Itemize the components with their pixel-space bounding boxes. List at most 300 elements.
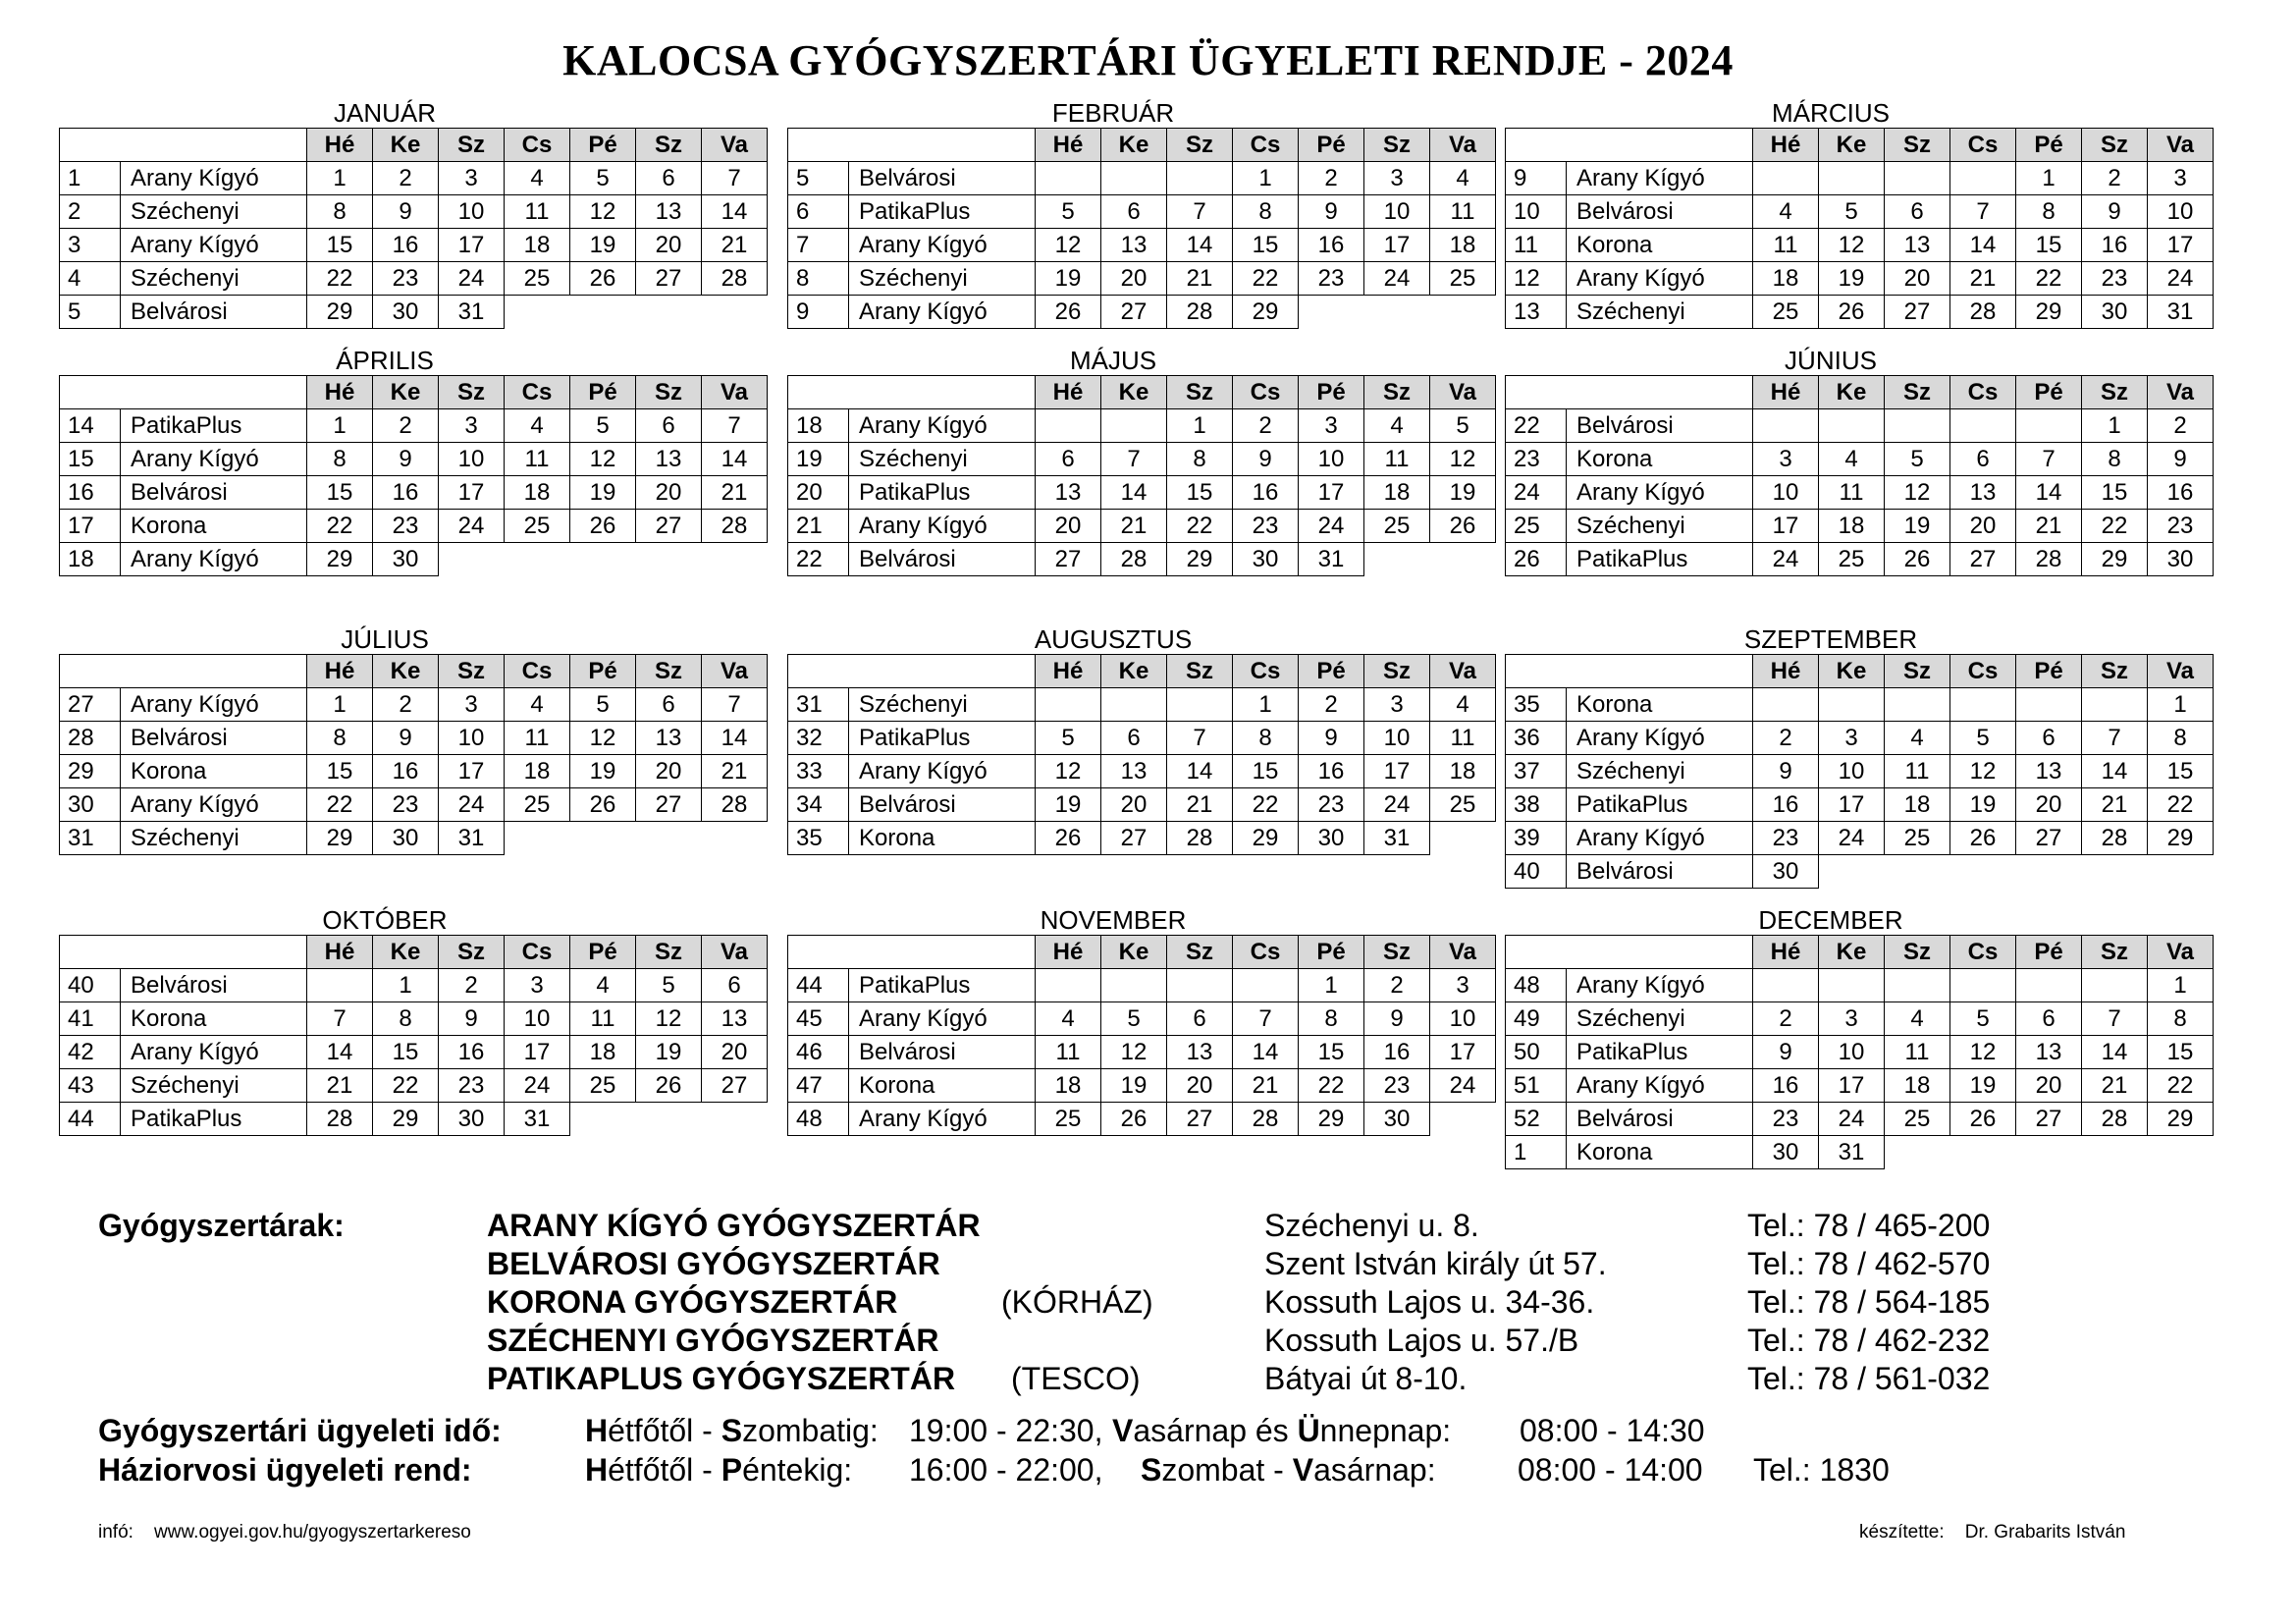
day-cell: 21 bbox=[2082, 788, 2148, 822]
day-cell: 9 bbox=[2082, 195, 2148, 229]
week-row bbox=[60, 1103, 768, 1136]
on-duty-pharmacy: Belvárosi bbox=[849, 543, 1036, 576]
day-cell: 15 bbox=[1233, 755, 1299, 788]
day-cell: 28 bbox=[702, 788, 768, 822]
day-cell: 24 bbox=[1753, 543, 1819, 576]
on-duty-pharmacy: Arany Kígyó bbox=[1567, 722, 1753, 755]
month-name: MÁJUS bbox=[1069, 346, 1157, 375]
day-cell: 24 bbox=[1430, 1069, 1496, 1103]
author-label: készítette: bbox=[1859, 1522, 1945, 1543]
day-cell bbox=[1101, 688, 1167, 722]
day-cell: 16 bbox=[2148, 476, 2214, 510]
day-cell bbox=[1101, 409, 1167, 443]
on-duty-pharmacy: PatikaPlus bbox=[1567, 1036, 1753, 1069]
day-cell: 28 bbox=[1950, 296, 2016, 329]
day-cell: 20 bbox=[1885, 262, 1950, 296]
day-cell: 15 bbox=[2148, 1036, 2214, 1069]
on-duty-pharmacy: PatikaPlus bbox=[1567, 543, 1753, 576]
day-cell: 22 bbox=[1233, 788, 1299, 822]
doctor-duty-label: Háziorvosi ügyeleti rend: bbox=[98, 1452, 472, 1488]
day-cell: 4 bbox=[1430, 162, 1496, 195]
day-cell: 31 bbox=[439, 822, 505, 855]
empty-cell bbox=[2148, 1136, 2214, 1169]
week-number: 40 bbox=[60, 969, 121, 1002]
week-number: 14 bbox=[60, 409, 121, 443]
week-number: 30 bbox=[60, 788, 121, 822]
day-cell: 11 bbox=[505, 195, 570, 229]
week-row bbox=[1506, 296, 2214, 329]
day-cell: 27 bbox=[2016, 1103, 2082, 1136]
week-row bbox=[788, 969, 1496, 1002]
day-cell: 2 bbox=[2148, 409, 2214, 443]
month-block bbox=[1505, 624, 2216, 889]
day-cell: 7 bbox=[2082, 1002, 2148, 1036]
day-cell bbox=[2016, 969, 2082, 1002]
on-duty-pharmacy: Belvárosi bbox=[1567, 409, 1753, 443]
day-cell: 30 bbox=[2148, 543, 2214, 576]
day-cell: 26 bbox=[636, 1069, 702, 1103]
info-footer bbox=[98, 1522, 471, 1543]
week-row bbox=[60, 788, 768, 822]
pharmacies-label: Gyógyszertárak: bbox=[98, 1208, 345, 1243]
pharmacy-duty-weekday-range: Hétfőtől - Szombatig: bbox=[585, 1413, 879, 1448]
day-cell: 26 bbox=[1885, 543, 1950, 576]
day-cell: 8 bbox=[1233, 195, 1299, 229]
day-cell: 21 bbox=[1167, 262, 1233, 296]
day-cell: 29 bbox=[1299, 1103, 1364, 1136]
day-cell: 17 bbox=[439, 229, 505, 262]
day-cell: 2 bbox=[1364, 969, 1430, 1002]
day-cell: 5 bbox=[1036, 195, 1101, 229]
on-duty-pharmacy: PatikaPlus bbox=[849, 722, 1036, 755]
day-cell: 18 bbox=[1885, 788, 1950, 822]
day-cell: 1 bbox=[1167, 409, 1233, 443]
weekday-header: Va bbox=[2148, 376, 2214, 409]
day-cell: 10 bbox=[1364, 722, 1430, 755]
day-cell: 16 bbox=[2082, 229, 2148, 262]
day-cell bbox=[1885, 688, 1950, 722]
day-cell: 26 bbox=[1950, 1103, 2016, 1136]
info-url[interactable]: www.ogyei.gov.hu/gyogyszertarkereso bbox=[154, 1522, 471, 1543]
month-table bbox=[787, 935, 1496, 1136]
week-number: 23 bbox=[1506, 443, 1567, 476]
day-cell: 5 bbox=[570, 688, 636, 722]
week-number: 5 bbox=[60, 296, 121, 329]
empty-cell bbox=[1430, 1103, 1496, 1136]
week-number: 22 bbox=[1506, 409, 1567, 443]
day-cell: 27 bbox=[1036, 543, 1101, 576]
empty-cell bbox=[1885, 1136, 1950, 1169]
week-number: 12 bbox=[1506, 262, 1567, 296]
day-cell: 2 bbox=[1299, 162, 1364, 195]
weekday-header: Sz bbox=[1885, 376, 1950, 409]
day-cell: 13 bbox=[1101, 755, 1167, 788]
week-row bbox=[60, 229, 768, 262]
day-cell: 19 bbox=[1036, 788, 1101, 822]
month-name: JANUÁR bbox=[333, 98, 436, 128]
week-number: 26 bbox=[1506, 543, 1567, 576]
day-cell bbox=[1950, 688, 2016, 722]
day-cell: 16 bbox=[1299, 229, 1364, 262]
day-cell: 22 bbox=[2082, 510, 2148, 543]
day-cell: 10 bbox=[505, 1002, 570, 1036]
week-number: 9 bbox=[1506, 162, 1567, 195]
empty-cell bbox=[2016, 1136, 2082, 1169]
empty-cell bbox=[1950, 1136, 2016, 1169]
week-row bbox=[788, 755, 1496, 788]
weekday-header: Hé bbox=[1753, 129, 1819, 162]
info-label: infó: bbox=[98, 1522, 133, 1543]
weekday-header: Va bbox=[702, 655, 768, 688]
day-cell: 6 bbox=[1036, 443, 1101, 476]
day-cell: 29 bbox=[307, 296, 373, 329]
day-cell: 5 bbox=[1101, 1002, 1167, 1036]
weekday-header-row bbox=[1506, 936, 2214, 969]
weekday-header: Sz bbox=[1167, 936, 1233, 969]
weekday-header: Pé bbox=[1299, 376, 1364, 409]
weekday-header: Cs bbox=[1233, 376, 1299, 409]
month-block bbox=[59, 346, 770, 576]
month-name: JÚLIUS bbox=[341, 624, 429, 654]
pharmacy-duty-label: Gyógyszertári ügyeleti idő: bbox=[98, 1413, 502, 1448]
day-cell: 9 bbox=[1364, 1002, 1430, 1036]
on-duty-pharmacy: Belvárosi bbox=[121, 476, 307, 510]
day-cell: 21 bbox=[702, 755, 768, 788]
day-cell: 15 bbox=[307, 229, 373, 262]
weekday-header: Ke bbox=[1819, 129, 1885, 162]
day-cell: 5 bbox=[570, 162, 636, 195]
day-cell: 17 bbox=[1819, 788, 1885, 822]
header-blank bbox=[1506, 376, 1567, 409]
weekday-header: Pé bbox=[570, 129, 636, 162]
day-cell: 18 bbox=[505, 229, 570, 262]
day-cell: 8 bbox=[373, 1002, 439, 1036]
weekday-header: Sz bbox=[1364, 936, 1430, 969]
day-cell: 11 bbox=[1036, 1036, 1101, 1069]
day-cell bbox=[1101, 162, 1167, 195]
empty-cell bbox=[636, 543, 702, 576]
month-block bbox=[787, 624, 1498, 855]
week-number: 49 bbox=[1506, 1002, 1567, 1036]
empty-cell bbox=[636, 822, 702, 855]
header-blank bbox=[1506, 936, 1567, 969]
day-cell bbox=[1819, 688, 1885, 722]
day-cell: 18 bbox=[505, 476, 570, 510]
day-cell: 10 bbox=[439, 195, 505, 229]
day-cell: 23 bbox=[373, 510, 439, 543]
month-name: FEBRUÁR bbox=[1051, 98, 1175, 128]
week-row bbox=[788, 195, 1496, 229]
empty-cell bbox=[1364, 543, 1430, 576]
on-duty-pharmacy: Arany Kígyó bbox=[849, 510, 1036, 543]
day-cell: 9 bbox=[1753, 1036, 1819, 1069]
on-duty-pharmacy: Belvárosi bbox=[849, 1036, 1036, 1069]
on-duty-pharmacy: Széchenyi bbox=[849, 688, 1036, 722]
month-block bbox=[1505, 98, 2216, 329]
day-cell: 25 bbox=[1036, 1103, 1101, 1136]
pharmacy-name: BELVÁROSI GYÓGYSZERTÁR bbox=[487, 1246, 940, 1281]
on-duty-pharmacy: PatikaPlus bbox=[121, 409, 307, 443]
day-cell: 23 bbox=[1299, 262, 1364, 296]
day-cell: 14 bbox=[702, 195, 768, 229]
weekday-header-row bbox=[788, 376, 1496, 409]
weekday-header: Ke bbox=[373, 655, 439, 688]
week-row bbox=[788, 722, 1496, 755]
weekday-header-row bbox=[60, 129, 768, 162]
day-cell: 25 bbox=[1885, 822, 1950, 855]
day-cell: 3 bbox=[1819, 1002, 1885, 1036]
day-cell: 22 bbox=[1167, 510, 1233, 543]
day-cell bbox=[1819, 409, 1885, 443]
week-number: 5 bbox=[788, 162, 849, 195]
day-cell: 20 bbox=[1101, 262, 1167, 296]
on-duty-pharmacy: Korona bbox=[1567, 1136, 1753, 1169]
day-cell: 25 bbox=[1753, 296, 1819, 329]
weekday-header: Sz bbox=[636, 129, 702, 162]
day-cell bbox=[2016, 409, 2082, 443]
day-cell: 26 bbox=[1101, 1103, 1167, 1136]
day-cell: 19 bbox=[570, 229, 636, 262]
day-cell bbox=[1753, 969, 1819, 1002]
day-cell: 8 bbox=[1167, 443, 1233, 476]
month-table bbox=[1505, 654, 2214, 889]
weekday-header: Hé bbox=[1753, 655, 1819, 688]
week-number: 1 bbox=[1506, 1136, 1567, 1169]
day-cell: 12 bbox=[1885, 476, 1950, 510]
week-number: 33 bbox=[788, 755, 849, 788]
week-number: 25 bbox=[1506, 510, 1567, 543]
day-cell: 4 bbox=[505, 409, 570, 443]
day-cell: 12 bbox=[570, 443, 636, 476]
week-row bbox=[1506, 476, 2214, 510]
week-row bbox=[1506, 788, 2214, 822]
day-cell: 11 bbox=[1885, 1036, 1950, 1069]
week-number: 17 bbox=[60, 510, 121, 543]
week-number: 18 bbox=[788, 409, 849, 443]
day-cell: 8 bbox=[307, 195, 373, 229]
day-cell: 26 bbox=[1430, 510, 1496, 543]
day-cell: 26 bbox=[570, 262, 636, 296]
weekday-header: Sz bbox=[636, 936, 702, 969]
on-duty-pharmacy: Korona bbox=[1567, 229, 1753, 262]
day-cell: 13 bbox=[702, 1002, 768, 1036]
on-duty-pharmacy: PatikaPlus bbox=[121, 1103, 307, 1136]
day-cell: 16 bbox=[1299, 755, 1364, 788]
week-row bbox=[788, 510, 1496, 543]
day-cell: 25 bbox=[505, 788, 570, 822]
day-cell bbox=[1753, 409, 1819, 443]
day-cell: 13 bbox=[1885, 229, 1950, 262]
weekday-header: Ke bbox=[373, 936, 439, 969]
weekday-header: Ke bbox=[1819, 936, 1885, 969]
on-duty-pharmacy: Belvárosi bbox=[121, 722, 307, 755]
week-number: 19 bbox=[788, 443, 849, 476]
week-row bbox=[60, 262, 768, 296]
day-cell: 10 bbox=[2148, 195, 2214, 229]
empty-cell bbox=[1950, 855, 2016, 889]
day-cell: 1 bbox=[1299, 969, 1364, 1002]
on-duty-pharmacy: Arany Kígyó bbox=[849, 296, 1036, 329]
day-cell: 12 bbox=[636, 1002, 702, 1036]
weekday-header: Sz bbox=[1364, 655, 1430, 688]
day-cell: 19 bbox=[570, 755, 636, 788]
day-cell: 23 bbox=[1753, 1103, 1819, 1136]
empty-cell bbox=[505, 822, 570, 855]
day-cell: 4 bbox=[1885, 1002, 1950, 1036]
day-cell: 18 bbox=[505, 755, 570, 788]
week-number: 2 bbox=[60, 195, 121, 229]
day-cell: 2 bbox=[1753, 722, 1819, 755]
pharmacy-address: Kossuth Lajos u. 34-36. bbox=[1264, 1284, 1595, 1320]
day-cell: 16 bbox=[1364, 1036, 1430, 1069]
day-cell: 27 bbox=[702, 1069, 768, 1103]
day-cell: 5 bbox=[1950, 722, 2016, 755]
weekday-header: Hé bbox=[307, 376, 373, 409]
day-cell: 6 bbox=[636, 688, 702, 722]
day-cell: 28 bbox=[702, 262, 768, 296]
month-table bbox=[787, 128, 1496, 329]
day-cell: 22 bbox=[2148, 788, 2214, 822]
on-duty-pharmacy: Arany Kígyó bbox=[1567, 1069, 1753, 1103]
week-row bbox=[1506, 969, 2214, 1002]
day-cell: 3 bbox=[2148, 162, 2214, 195]
day-cell: 3 bbox=[1819, 722, 1885, 755]
weekday-header: Sz bbox=[1167, 376, 1233, 409]
weekday-header-row bbox=[1506, 655, 2214, 688]
month-block bbox=[1505, 346, 2216, 576]
week-number: 4 bbox=[60, 262, 121, 296]
week-number: 9 bbox=[788, 296, 849, 329]
day-cell: 5 bbox=[636, 969, 702, 1002]
day-cell: 18 bbox=[1364, 476, 1430, 510]
day-cell: 15 bbox=[1167, 476, 1233, 510]
header-blank bbox=[849, 655, 1036, 688]
header-blank bbox=[1567, 376, 1753, 409]
day-cell: 8 bbox=[2148, 1002, 2214, 1036]
day-cell: 25 bbox=[505, 510, 570, 543]
empty-cell bbox=[2016, 855, 2082, 889]
day-cell: 16 bbox=[1233, 476, 1299, 510]
weekday-header: Va bbox=[1430, 936, 1496, 969]
day-cell: 2 bbox=[1299, 688, 1364, 722]
on-duty-pharmacy: Széchenyi bbox=[121, 262, 307, 296]
weekday-header: Sz bbox=[439, 129, 505, 162]
day-cell: 7 bbox=[702, 162, 768, 195]
weekday-header-row bbox=[60, 936, 768, 969]
header-blank bbox=[1567, 129, 1753, 162]
on-duty-pharmacy: Széchenyi bbox=[121, 195, 307, 229]
day-cell: 2 bbox=[373, 688, 439, 722]
day-cell: 14 bbox=[307, 1036, 373, 1069]
weekday-header: Ke bbox=[1819, 376, 1885, 409]
weekday-header: Sz bbox=[1885, 129, 1950, 162]
day-cell: 15 bbox=[1299, 1036, 1364, 1069]
empty-cell bbox=[702, 822, 768, 855]
author-footer bbox=[1859, 1522, 2125, 1543]
day-cell: 25 bbox=[505, 262, 570, 296]
day-cell: 18 bbox=[1753, 262, 1819, 296]
week-row bbox=[1506, 409, 2214, 443]
day-cell: 30 bbox=[1299, 822, 1364, 855]
pharmacy-phone: Tel.: 78 / 462-232 bbox=[1747, 1323, 1991, 1358]
doctor-duty-weekday-time: 16:00 - 22:00, bbox=[909, 1452, 1103, 1488]
day-cell: 4 bbox=[1430, 688, 1496, 722]
day-cell: 15 bbox=[2148, 755, 2214, 788]
day-cell: 29 bbox=[2148, 822, 2214, 855]
day-cell: 9 bbox=[1299, 722, 1364, 755]
pharmacy-phone: Tel.: 78 / 561-032 bbox=[1747, 1361, 1991, 1396]
pharmacy-name: SZÉCHENYI GYÓGYSZERTÁR bbox=[487, 1323, 939, 1358]
week-row bbox=[60, 443, 768, 476]
header-blank bbox=[121, 376, 307, 409]
day-cell: 30 bbox=[1753, 855, 1819, 889]
week-row bbox=[60, 195, 768, 229]
day-cell: 6 bbox=[1885, 195, 1950, 229]
week-number: 16 bbox=[60, 476, 121, 510]
week-number: 10 bbox=[1506, 195, 1567, 229]
empty-cell bbox=[702, 296, 768, 329]
day-cell: 11 bbox=[1819, 476, 1885, 510]
day-cell bbox=[1101, 969, 1167, 1002]
day-cell bbox=[1885, 162, 1950, 195]
month-table bbox=[787, 375, 1496, 576]
day-cell: 28 bbox=[2082, 1103, 2148, 1136]
weekday-header: Pé bbox=[570, 936, 636, 969]
doctor-duty-phone: Tel.: 1830 bbox=[1753, 1452, 1890, 1488]
on-duty-pharmacy: Korona bbox=[849, 1069, 1036, 1103]
day-cell: 20 bbox=[636, 229, 702, 262]
day-cell: 15 bbox=[307, 476, 373, 510]
day-cell: 17 bbox=[439, 755, 505, 788]
day-cell: 15 bbox=[307, 755, 373, 788]
week-number: 39 bbox=[1506, 822, 1567, 855]
day-cell: 12 bbox=[1819, 229, 1885, 262]
day-cell: 28 bbox=[1167, 822, 1233, 855]
day-cell bbox=[1950, 969, 2016, 1002]
pharmacy-phone: Tel.: 78 / 462-570 bbox=[1747, 1246, 1991, 1281]
day-cell: 29 bbox=[307, 822, 373, 855]
pharmacy-name: ARANY KÍGYÓ GYÓGYSZERTÁR bbox=[487, 1208, 981, 1243]
day-cell: 1 bbox=[2082, 409, 2148, 443]
day-cell: 29 bbox=[307, 543, 373, 576]
on-duty-pharmacy: Arany Kígyó bbox=[121, 443, 307, 476]
empty-cell bbox=[570, 822, 636, 855]
empty-cell bbox=[2082, 1136, 2148, 1169]
day-cell: 10 bbox=[1299, 443, 1364, 476]
day-cell: 6 bbox=[636, 162, 702, 195]
on-duty-pharmacy: Széchenyi bbox=[849, 262, 1036, 296]
on-duty-pharmacy: Arany Kígyó bbox=[849, 1103, 1036, 1136]
on-duty-pharmacy: Arany Kígyó bbox=[1567, 476, 1753, 510]
weekday-header: Cs bbox=[505, 376, 570, 409]
day-cell: 7 bbox=[1101, 443, 1167, 476]
day-cell: 23 bbox=[2148, 510, 2214, 543]
week-number: 24 bbox=[1506, 476, 1567, 510]
header-blank bbox=[788, 376, 849, 409]
on-duty-pharmacy: PatikaPlus bbox=[849, 195, 1036, 229]
day-cell: 5 bbox=[1885, 443, 1950, 476]
weekday-header: Sz bbox=[1364, 376, 1430, 409]
day-cell: 4 bbox=[1753, 195, 1819, 229]
day-cell: 13 bbox=[2016, 755, 2082, 788]
on-duty-pharmacy: Belvárosi bbox=[1567, 855, 1753, 889]
week-row bbox=[788, 688, 1496, 722]
week-row bbox=[1506, 229, 2214, 262]
day-cell: 21 bbox=[1101, 510, 1167, 543]
day-cell: 6 bbox=[2016, 1002, 2082, 1036]
day-cell: 1 bbox=[1233, 162, 1299, 195]
day-cell: 1 bbox=[2148, 688, 2214, 722]
